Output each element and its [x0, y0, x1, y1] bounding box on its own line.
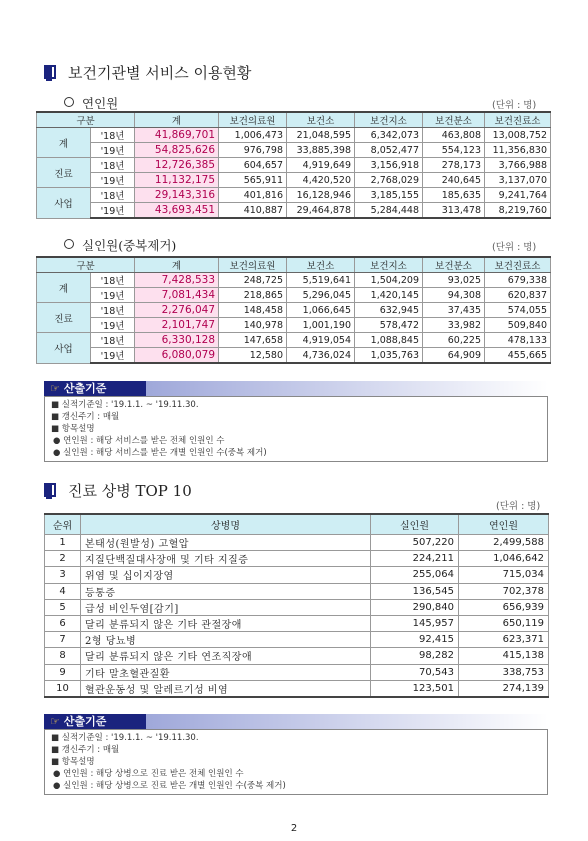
- year-cell: '19년: [91, 318, 135, 333]
- value-cell: 29,464,878: [287, 203, 355, 219]
- total-cell: 54,825,626: [135, 143, 219, 158]
- page-number: 2: [290, 823, 298, 834]
- table-row: [45, 551, 549, 567]
- disease-name-cell: 본태성(원발성) 고혈압: [81, 535, 371, 551]
- value-cell: 410,887: [219, 203, 287, 219]
- value-cell: 94,308: [423, 288, 485, 303]
- value-cell: 93,025: [423, 273, 485, 288]
- value-cell: 248,725: [219, 273, 287, 288]
- value-cell: 218,865: [219, 288, 287, 303]
- value-cell: 21,048,595: [287, 128, 355, 143]
- total-cell: 2,101,747: [135, 318, 219, 333]
- total-count-cell: 415,138: [459, 648, 549, 664]
- value-cell: 11,356,830: [485, 143, 551, 158]
- header-row: [37, 257, 551, 273]
- actual-count-cell: 136,545: [371, 583, 459, 599]
- actual-count-cell: 92,415: [371, 632, 459, 648]
- year-cell: '18년: [91, 188, 135, 203]
- header-cell: 보건의료원: [219, 257, 287, 273]
- basis1-label: 산출기준: [63, 382, 107, 395]
- rank-cell: 2: [45, 551, 81, 567]
- header-cell: 보건진료소: [485, 257, 551, 273]
- header-cell: 계: [135, 112, 219, 128]
- year-cell: '18년: [91, 303, 135, 318]
- header-cell: 보건분소: [423, 257, 485, 273]
- header-cell: 보건분소: [423, 112, 485, 128]
- total-count-cell: 715,034: [459, 567, 549, 583]
- value-cell: 37,435: [423, 303, 485, 318]
- actual-count-cell: 255,064: [371, 567, 459, 583]
- value-cell: 147,658: [219, 333, 287, 348]
- basis-line: ■ 항목설명: [51, 757, 95, 767]
- value-cell: 12,580: [219, 348, 287, 364]
- value-cell: 1,066,645: [287, 303, 355, 318]
- disease-name-cell: 위염 및 십이지장염: [81, 567, 371, 583]
- value-cell: 185,635: [423, 188, 485, 203]
- value-cell: 3,156,918: [355, 158, 423, 173]
- value-cell: 60,225: [423, 333, 485, 348]
- total-cell: 11,132,175: [135, 173, 219, 188]
- year-cell: '18년: [91, 158, 135, 173]
- value-cell: 1,088,845: [355, 333, 423, 348]
- basis-line: ■ 실적기준일 : '19.1.1. ~ '19.11.30.: [51, 400, 199, 410]
- value-cell: 1,420,145: [355, 288, 423, 303]
- disease-name-cell: 달리 분류되지 않은 기타 연조직장애: [81, 648, 371, 664]
- header-cell: 보건의료원: [219, 112, 287, 128]
- table-row: [45, 535, 549, 551]
- value-cell: 455,665: [485, 348, 551, 364]
- basis1-header-bar: [146, 381, 548, 396]
- value-cell: 401,816: [219, 188, 287, 203]
- value-cell: 509,840: [485, 318, 551, 333]
- header-cell: 보건소: [287, 112, 355, 128]
- value-cell: 9,241,764: [485, 188, 551, 203]
- value-cell: 1,035,763: [355, 348, 423, 364]
- value-cell: 565,911: [219, 173, 287, 188]
- basis-line: ● 연인원 : 해당 서비스를 받은 전체 인원인 수: [53, 436, 225, 446]
- table-row: [37, 348, 551, 364]
- section2-title: [44, 480, 192, 501]
- header-cell-category: 구분: [37, 112, 135, 128]
- year-cell: '19년: [91, 288, 135, 303]
- group-label: 계: [37, 128, 91, 158]
- disease-name-cell: 달리 분류되지 않은 기타 관절장애: [81, 615, 371, 631]
- actual-count-cell: 145,957: [371, 615, 459, 631]
- disease-name-cell: 등통증: [81, 583, 371, 599]
- actual-count-cell: 123,501: [371, 680, 459, 697]
- total-cell: 41,869,701: [135, 128, 219, 143]
- basis2-box: [44, 729, 548, 795]
- value-cell: 1,006,473: [219, 128, 287, 143]
- year-cell: '19년: [91, 173, 135, 188]
- total-count-cell: 2,499,588: [459, 535, 549, 551]
- value-cell: 313,478: [423, 203, 485, 219]
- value-cell: 5,296,045: [287, 288, 355, 303]
- table-row: [37, 203, 551, 219]
- basis1-header: [44, 381, 146, 396]
- year-cell: '18년: [91, 333, 135, 348]
- actual-count-cell: 290,840: [371, 599, 459, 615]
- section2-title-text: 진료 상병 TOP 10: [68, 482, 192, 500]
- rank-cell: 6: [45, 615, 81, 631]
- total-count-cell: 656,939: [459, 599, 549, 615]
- value-cell: 4,919,054: [287, 333, 355, 348]
- table2-title-text: 실인원(중복제거): [82, 238, 177, 253]
- year-cell: '19년: [91, 143, 135, 158]
- table-row: [37, 143, 551, 158]
- table-row: [45, 599, 549, 615]
- table-row: [37, 333, 551, 348]
- table-row: [45, 615, 549, 631]
- header-cell: 계: [135, 257, 219, 273]
- value-cell: 6,342,073: [355, 128, 423, 143]
- table-row: [37, 128, 551, 143]
- value-cell: 33,982: [423, 318, 485, 333]
- value-cell: 679,338: [485, 273, 551, 288]
- actual-count-cell: 98,282: [371, 648, 459, 664]
- rank-cell: 3: [45, 567, 81, 583]
- group-label: 계: [37, 273, 91, 303]
- value-cell: 1,001,190: [287, 318, 355, 333]
- disease-name-cell: 지질단백질대사장애 및 기타 지질증: [81, 551, 371, 567]
- group-label: 사업: [37, 188, 91, 219]
- header-cell: 보건지소: [355, 112, 423, 128]
- section2-unit: (단위 : 명): [496, 501, 541, 512]
- value-cell: 148,458: [219, 303, 287, 318]
- total-cell: 7,081,434: [135, 288, 219, 303]
- section1-title-text: 보건기관별 서비스 이용현황: [68, 64, 252, 82]
- total-count-cell: 338,753: [459, 664, 549, 680]
- table-row: [45, 632, 549, 648]
- value-cell: 632,945: [355, 303, 423, 318]
- total-cell: 2,276,047: [135, 303, 219, 318]
- basis-line: ● 실인원 : 해당 서비스를 받은 개별 인원인 수(중복 제거): [53, 448, 267, 458]
- year-cell: '18년: [91, 128, 135, 143]
- rank-cell: 9: [45, 664, 81, 680]
- table-row: [45, 583, 549, 599]
- value-cell: 578,472: [355, 318, 423, 333]
- table-row: [37, 173, 551, 188]
- table-row: [37, 318, 551, 333]
- rank-cell: 5: [45, 599, 81, 615]
- header-cell: 상병명: [81, 514, 371, 535]
- value-cell: 8,052,477: [355, 143, 423, 158]
- disease-name-cell: 기타 말초혈관질환: [81, 664, 371, 680]
- header-row: [37, 112, 551, 128]
- basis-line: ■ 항목설명: [51, 424, 95, 434]
- total-count-cell: 702,378: [459, 583, 549, 599]
- disease-name-cell: 급성 비인두염[감기]: [81, 599, 371, 615]
- title-box-icon: [44, 65, 60, 81]
- value-cell: 140,978: [219, 318, 287, 333]
- rank-cell: 8: [45, 648, 81, 664]
- value-cell: 5,284,448: [355, 203, 423, 219]
- year-cell: '18년: [91, 273, 135, 288]
- table-row: [37, 303, 551, 318]
- total-cell: 12,726,385: [135, 158, 219, 173]
- basis-line: ● 연인원 : 해당 상병으로 진료 받은 전체 인원인 수: [53, 769, 244, 779]
- value-cell: 8,219,760: [485, 203, 551, 219]
- actual-count-cell: 507,220: [371, 535, 459, 551]
- value-cell: 574,055: [485, 303, 551, 318]
- service-table-visits: [36, 111, 551, 219]
- value-cell: 463,808: [423, 128, 485, 143]
- value-cell: 1,504,209: [355, 273, 423, 288]
- circle-bullet-icon: [64, 239, 74, 249]
- table-row: [37, 188, 551, 203]
- value-cell: 240,645: [423, 173, 485, 188]
- value-cell: 3,137,070: [485, 173, 551, 188]
- header-cell: 순위: [45, 514, 81, 535]
- actual-count-cell: 224,211: [371, 551, 459, 567]
- value-cell: 33,885,398: [287, 143, 355, 158]
- value-cell: 3,766,988: [485, 158, 551, 173]
- rank-cell: 1: [45, 535, 81, 551]
- table-row: [45, 664, 549, 680]
- table-row: [37, 158, 551, 173]
- value-cell: 16,128,946: [287, 188, 355, 203]
- value-cell: 5,519,641: [287, 273, 355, 288]
- header-cell: 보건지소: [355, 257, 423, 273]
- value-cell: 3,185,155: [355, 188, 423, 203]
- value-cell: 278,173: [423, 158, 485, 173]
- title-box-icon: [44, 483, 60, 499]
- disease-name-cell: 혈관운동성 및 알레르기성 비염: [81, 680, 371, 697]
- total-count-cell: 274,139: [459, 680, 549, 697]
- table-row: [45, 648, 549, 664]
- total-count-cell: 650,119: [459, 615, 549, 631]
- table1-title-text: 연인원: [82, 96, 119, 111]
- table1-title: [64, 94, 118, 112]
- value-cell: 4,420,520: [287, 173, 355, 188]
- total-count-cell: 623,371: [459, 632, 549, 648]
- header-cell: 보건진료소: [485, 112, 551, 128]
- table-row: [37, 273, 551, 288]
- basis2-header: [44, 714, 146, 729]
- table-row: [45, 680, 549, 697]
- table2-unit: (단위 : 명): [492, 242, 537, 253]
- rank-cell: 7: [45, 632, 81, 648]
- basis-line: ● 실인원 : 해당 상병으로 진료 받은 개별 인원인 수(중복 제거): [53, 781, 286, 791]
- header-cell: 연인원: [459, 514, 549, 535]
- table-row: [37, 288, 551, 303]
- value-cell: 4,919,649: [287, 158, 355, 173]
- total-cell: 7,428,533: [135, 273, 219, 288]
- table1-unit: (단위 : 명): [492, 100, 537, 111]
- header-cell: 보건소: [287, 257, 355, 273]
- value-cell: 554,123: [423, 143, 485, 158]
- total-cell: 6,080,079: [135, 348, 219, 364]
- value-cell: 604,657: [219, 158, 287, 173]
- header-cell-category: 구분: [37, 257, 135, 273]
- value-cell: 2,768,029: [355, 173, 423, 188]
- total-cell: 43,693,451: [135, 203, 219, 219]
- value-cell: 64,909: [423, 348, 485, 364]
- basis-line: ■ 갱신주기 : 매월: [51, 745, 120, 755]
- basis1-box: [44, 396, 548, 462]
- header-cell: 실인원: [371, 514, 459, 535]
- circle-bullet-icon: [64, 97, 74, 107]
- value-cell: 620,837: [485, 288, 551, 303]
- pointing-hand-icon: ☞: [50, 715, 60, 728]
- header-row: [45, 514, 549, 535]
- top10-table: [44, 513, 549, 698]
- group-label: 사업: [37, 333, 91, 364]
- basis2-label: 산출기준: [63, 715, 107, 728]
- basis2-header-bar: [146, 714, 548, 729]
- value-cell: 478,133: [485, 333, 551, 348]
- rank-cell: 10: [45, 680, 81, 697]
- basis-line: ■ 실적기준일 : '19.1.1. ~ '19.11.30.: [51, 733, 199, 743]
- service-table-unique: [36, 256, 551, 364]
- rank-cell: 4: [45, 583, 81, 599]
- value-cell: 13,008,752: [485, 128, 551, 143]
- basis-line: ■ 갱신주기 : 매월: [51, 412, 120, 422]
- year-cell: '19년: [91, 348, 135, 364]
- total-count-cell: 1,046,642: [459, 551, 549, 567]
- actual-count-cell: 70,543: [371, 664, 459, 680]
- section1-title: [44, 62, 251, 83]
- group-label: 진료: [37, 303, 91, 333]
- pointing-hand-icon: ☞: [50, 382, 60, 395]
- table-row: [45, 567, 549, 583]
- value-cell: 4,736,024: [287, 348, 355, 364]
- disease-name-cell: 2형 당뇨병: [81, 632, 371, 648]
- year-cell: '19년: [91, 203, 135, 219]
- group-label: 진료: [37, 158, 91, 188]
- value-cell: 976,798: [219, 143, 287, 158]
- total-cell: 29,143,316: [135, 188, 219, 203]
- total-cell: 6,330,128: [135, 333, 219, 348]
- table2-title: [64, 236, 176, 254]
